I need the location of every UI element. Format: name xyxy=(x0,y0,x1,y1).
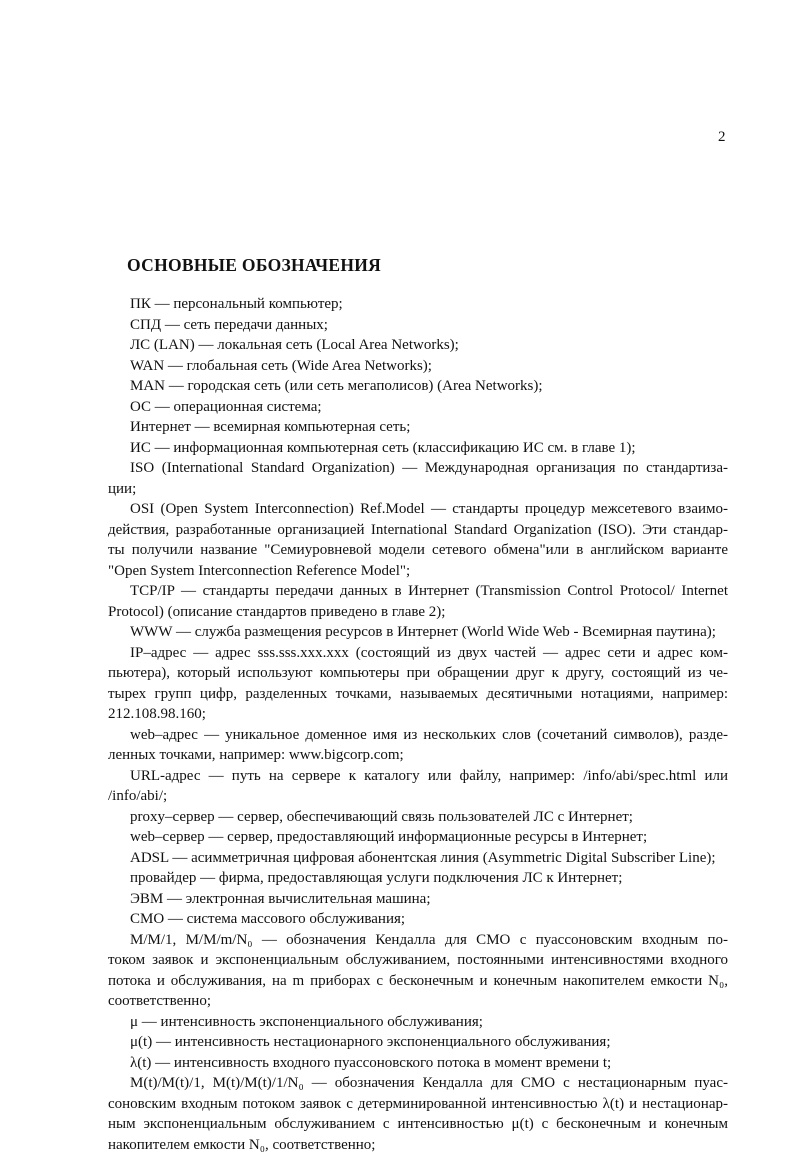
text-line: ADSL — асимметричная цифровая абонентская линия (Asymmetric Digital Subscriber Line); xyxy=(108,848,728,869)
notation-entry xyxy=(108,725,728,766)
text-line: /info/abi/; xyxy=(108,786,728,807)
text-line: ным экспоненциальным обслуживанием с интенсивностью μ(t) с бесконечным и конечным xyxy=(108,1114,728,1135)
notation-entry xyxy=(108,643,728,725)
notation-entry xyxy=(108,1012,728,1033)
notation-entry xyxy=(108,499,728,581)
text-line: OSI (Open System Interconnection) Ref.Model — стандарты процедур межсетевого взаимо- xyxy=(108,499,728,520)
text-line: M(t)/M(t)/1, M(t)/M(t)/1/N₀ — обозначения Кендалла для СМО с нестационарным пуас- xyxy=(108,1073,728,1094)
text-line: WAN — глобальная сеть (Wide Area Networks); xyxy=(108,356,728,377)
notation-entry xyxy=(108,827,728,848)
text-line: Интернет — всемирная компьютерная сеть; xyxy=(108,417,728,438)
text-line: ции; xyxy=(108,479,728,500)
text-line: провайдер — фирма, предоставляющая услуги подключения ЛС к Интернет; xyxy=(108,868,728,889)
text-line: λ(t) — интенсивность входного пуассоновского потока в момент времени t; xyxy=(108,1053,728,1074)
text-line: ИС — информационная компьютерная сеть (классификацию ИС см. в главе 1); xyxy=(108,438,728,459)
notation-entry xyxy=(108,1032,728,1053)
page-number: 2 xyxy=(718,129,726,146)
text-line: ЭВМ — электронная вычислительная машина; xyxy=(108,889,728,910)
text-line: ЛС (LAN) — локальная сеть (Local Area Networks); xyxy=(108,335,728,356)
text-line: TCP/IP — стандарты передачи данных в Интернет (Transmission Control Protocol/ Internet xyxy=(108,581,728,602)
text-line: M/M/1, M/M/m/N₀ — обозначения Кендалла для СМО с пуассоновским входным по- xyxy=(108,930,728,951)
notation-entry xyxy=(108,417,728,438)
notation-entry xyxy=(108,766,728,807)
text-line: током заявок и экспоненциальным обслуживанием, постоянными интенсивностями входного xyxy=(108,950,728,971)
notation-entry xyxy=(108,376,728,397)
notation-entry xyxy=(108,1053,728,1074)
notation-entry xyxy=(108,930,728,1012)
text-line: потока и обслуживания, на m приборах с бесконечным и конечным накопителем емкости N₀, xyxy=(108,971,728,992)
text-line: ISO (International Standard Organization) — Международная организация по стандартиза- xyxy=(108,458,728,479)
text-line: IP–адрес — адрес sss.sss.xxx.xxx (состоящий из двух частей — адрес сети и адрес ком- xyxy=(108,643,728,664)
text-line: накопителем емкости N₀, соответственно; xyxy=(108,1135,728,1155)
text-line: μ(t) — интенсивность нестационарного экспоненциального обслуживания; xyxy=(108,1032,728,1053)
notation-entry xyxy=(108,807,728,828)
text-line: ПК — персональный компьютер; xyxy=(108,294,728,315)
text-line: 212.108.98.160; xyxy=(108,704,728,725)
text-line: web–адрес — уникальное доменное имя из нескольких слов (сочетаний символов), разде- xyxy=(108,725,728,746)
text-line: web–сервер — сервер, предоставляющий информационные ресурсы в Интернет; xyxy=(108,827,728,848)
text-line: proxy–сервер — сервер, обеспечивающий связь пользователей ЛС с Интернет; xyxy=(108,807,728,828)
notation-entry xyxy=(108,335,728,356)
text-line: действия, разработанные организацией International Standard Organization (ISO). Эти стандар- xyxy=(108,520,728,541)
notation-entry xyxy=(108,889,728,910)
text-line: WWW — служба размещения ресурсов в Интернет (World Wide Web - Всемирная паутина); xyxy=(108,622,728,643)
text-line: пьютера), который используют компьютеры при обращении друг к другу, состоящий из че- xyxy=(108,663,728,684)
text-line: Protocol) (описание стандартов приведено в главе 2); xyxy=(108,602,728,623)
text-line: ОС — операционная система; xyxy=(108,397,728,418)
notation-entry xyxy=(108,438,728,459)
text-line: СПД — сеть передачи данных; xyxy=(108,315,728,336)
text-line: MAN — городская сеть (или сеть мегаполисов) (Area Networks); xyxy=(108,376,728,397)
text-line: ленных точками, например: www.bigcorp.com; xyxy=(108,745,728,766)
notation-entry xyxy=(108,581,728,622)
text-line: соновским входным потоком заявок с детерминированной интенсивностью λ(t) и нестационар- xyxy=(108,1094,728,1115)
text-line: соответственно; xyxy=(108,991,728,1012)
notation-entry xyxy=(108,622,728,643)
notation-entry xyxy=(108,848,728,869)
notation-list xyxy=(108,294,728,1155)
text-line: тырех групп цифр, разделенных точками, называемых десятичными нотациями, например: xyxy=(108,684,728,705)
section-heading: ОСНОВНЫЕ ОБОЗНАЧЕНИЯ xyxy=(127,255,381,276)
notation-entry xyxy=(108,294,728,315)
text-line: μ — интенсивность экспоненциального обслуживания; xyxy=(108,1012,728,1033)
notation-entry xyxy=(108,909,728,930)
notation-entry xyxy=(108,397,728,418)
text-line: URL-адрес — путь на сервере к каталогу или файлу, например: /info/abi/spec.html или xyxy=(108,766,728,787)
text-line: "Open System Interconnection Reference Model"; xyxy=(108,561,728,582)
notation-entry xyxy=(108,1073,728,1155)
notation-entry xyxy=(108,868,728,889)
notation-entry xyxy=(108,356,728,377)
text-line: ты получили название "Семиуровневой модели сетевого обмена"или в английском варианте xyxy=(108,540,728,561)
notation-entry xyxy=(108,315,728,336)
text-line: СМО — система массового обслуживания; xyxy=(108,909,728,930)
notation-entry xyxy=(108,458,728,499)
